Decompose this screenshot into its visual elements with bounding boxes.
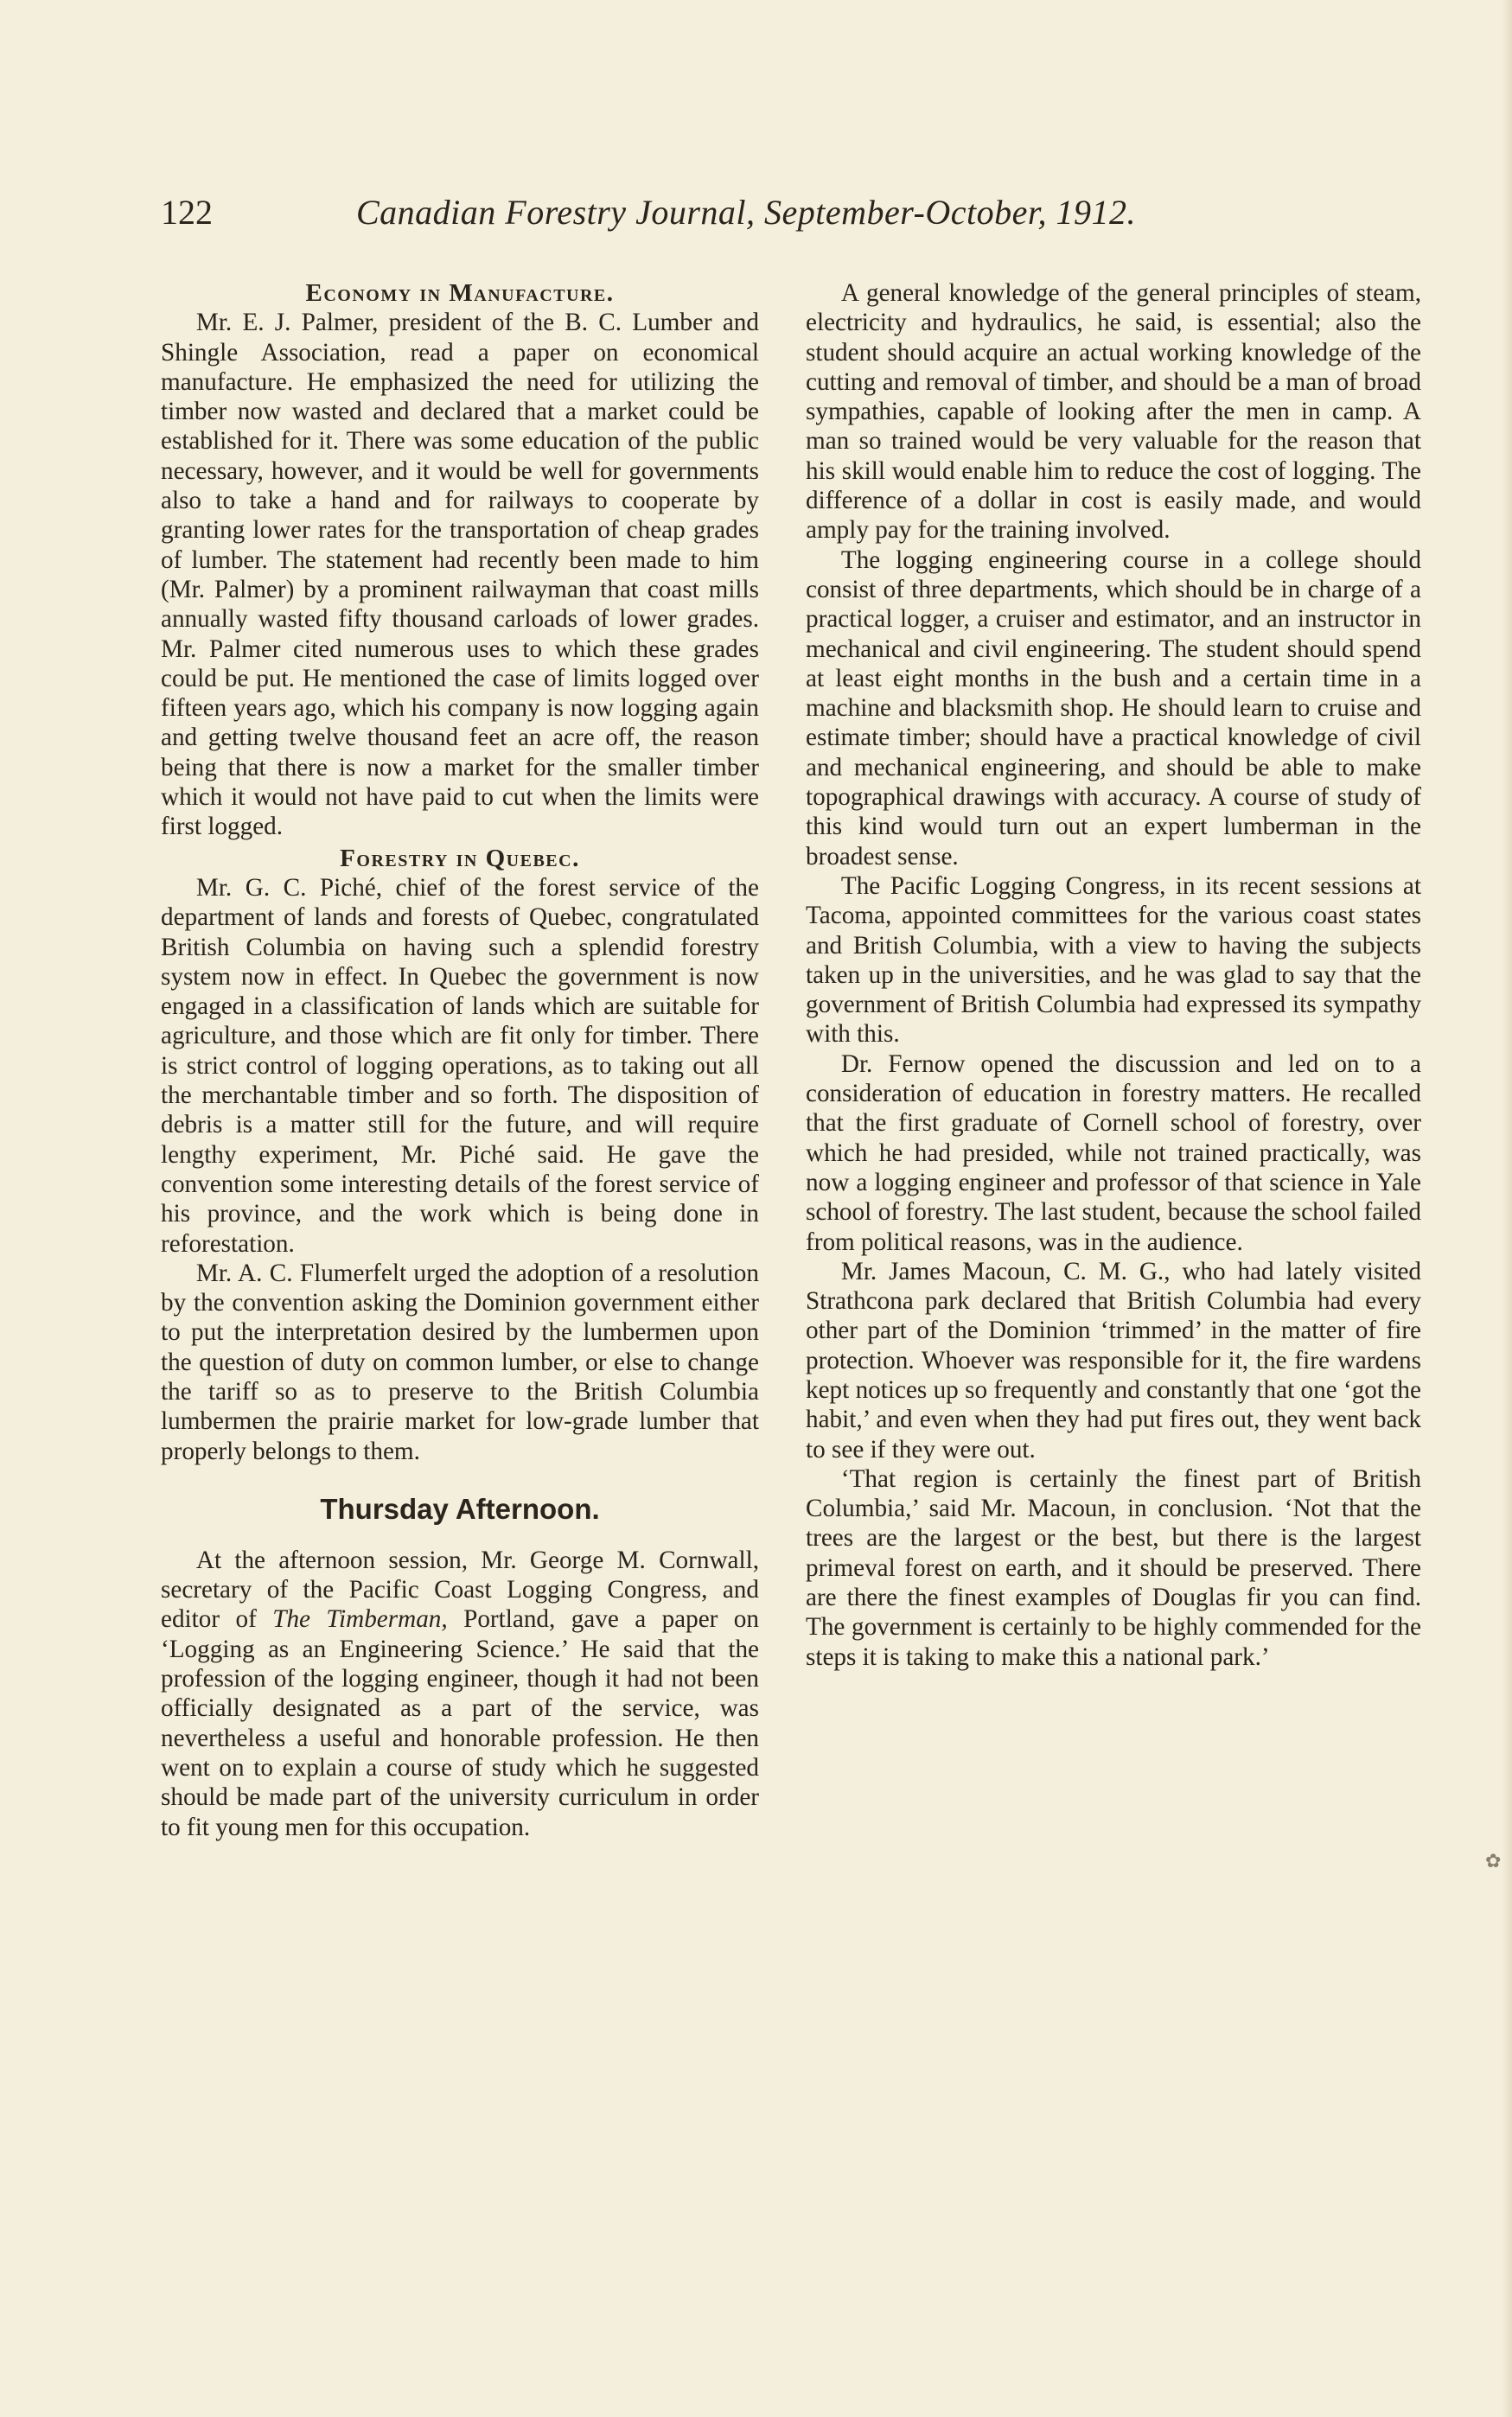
journal-title: Canadian Forestry Journal, September-October, 1912. xyxy=(356,193,1136,232)
paragraph: Mr. James Macoun, C. M. G., who had lately visited Strathcona park declared that British Columbia had every other part of the Dominion ‘trimmed’ in the matter of fire protection. Whoever was responsible for it, the fire wardens kept notices up so frequently and constantly that one ‘got the habit,’ and even when they had put fires out, they went back to see if they were out. xyxy=(806,1257,1421,1464)
section-heading-thursday: Thursday Afternoon. xyxy=(320,1492,600,1525)
page-number: 122 xyxy=(161,193,213,232)
paragraph: Dr. Fernow opened the discussion and led on to a consideration of education in forestry matters. He recalled that the first graduate of Cornell school of forestry, over which he had presided, while not trained practically, was now a logging engineer and professor of that science in Yale school of forestry. The last student, because the school failed from political reasons, was in the audience. xyxy=(806,1049,1421,1256)
paragraph: The Pacific Logging Congress, in its recent sessions at Tacoma, appointed committees for the various coast states and British Columbia, with a view to having the subjects taken up in the universities, and he was glad to say that the government of British Columbia had expressed its sympathy with this. xyxy=(806,871,1421,1049)
paragraph xyxy=(161,1546,759,1842)
paragraph: ‘That region is certainly the finest part of British Columbia,’ said Mr. Macoun, in conclusion. ‘Not that the trees are the largest or the best, but there is the largest primeval forest on earth, and it should be preserved. There are there the finest examples of Douglas fir you can find. The government is certainly to be highly commended for the steps it is taking to make this a national park.’ xyxy=(806,1464,1421,1671)
section-heading-economy: Economy in Manufacture. xyxy=(305,279,615,307)
paragraph-text: Portland, gave a paper on ‘Logging as an Engineering Science.’ He said that the profession of the logging engineer, though it had not been officially designated as a part of the service, was nevertheless a useful and honorable profession. He then went on to explain a course of study which he suggested should be made part of the university curriculum in order to fit young men for this occupation. xyxy=(161,1605,759,1841)
paragraph: A general knowledge of the general principles of steam, electricity and hydraulics, he said, is essential; also the student should acquire an actual working knowledge of the cutting and removal of timber, and should be a man of broad sympathies, capable of looking after the men in camp. A man so trained would be very valuable for the reason that his skill would enable him to reduce the cost of logging. The difference of a dollar in cost is easily made, and would amply pay for the training involved. xyxy=(806,279,1421,545)
page-edge xyxy=(1502,0,1512,2417)
paragraph-text: At the afternoon session, Mr. George M. Cornwall, secretary of the Pacific Coast Logging Congress, and editor of xyxy=(161,1546,759,1634)
publication-title: The Timberman, xyxy=(272,1605,448,1634)
left-column xyxy=(161,278,759,1842)
print-speck: ✿ xyxy=(1485,1850,1502,1872)
paragraph: Mr. G. C. Piché, chief of the forest service of the department of lands and forests of Quebec, congratulated British Columbia on having such a splendid forestry system now in effect. In Quebec the government is now engaged in a classification of lands which are suitable for agriculture, and those which are fit only for timber. There is strict control of logging operations, as to taking out all the merchantable timber and so forth. The disposition of debris is a matter still for the future, and will require lengthy experiment, Mr. Piché said. He gave the convention some interesting details of the forest service of his province, and the work which is being done in reforestation. xyxy=(161,873,759,1258)
paragraph: Mr. E. J. Palmer, president of the B. C. Lumber and Shingle Association, read a paper on economical manufacture. He emphasized the need for utilizing the timber now wasted and declared that a market could be established for it. There was some education of the public necessary, however, and it would be well for governments also to take a hand and for railways to cooperate by granting lower rates for the transportation of cheap grades of lumber. The statement had recently been made to him (Mr. Palmer) by a prominent railwayman that coast mills annually wasted fifty thousand carloads of lower grades. Mr. Palmer cited numerous uses to which these grades could be put. He mentioned the case of limits logged over fifteen years ago, which his company is now logging again and getting twelve thousand feet an acre off, the reason being that there is now a market for the smaller timber which it would not have paid to cut when the limits were first logged. xyxy=(161,309,759,841)
paragraph: Mr. A. C. Flumerfelt urged the adoption of a resolution by the convention asking the Dominion government either to put the interpretation desired by the lumbermen upon the question of duty on common lumber, or else to change the tariff so as to preserve to the British Columbia lumbermen the prairie market for low-grade lumber that properly belongs to them. xyxy=(161,1259,759,1465)
section-heading-quebec: Forestry in Quebec. xyxy=(340,844,580,872)
running-header xyxy=(161,192,1311,252)
paragraph: The logging engineering course in a college should consist of three departments, which should be in charge of a practical logger, a cruiser and estimator, and an instructor in mechanical and civil engineering. The student should spend at least eight months in the bush and a certain time in a machine and blacksmith shop. He should learn to cruise and estimate timber; should have a practical knowledge of civil and mechanical engineering, and should be able to make topographical drawings with accuracy. A course of study of this kind would turn out an expert lumberman in the broadest sense. xyxy=(806,545,1421,871)
right-column xyxy=(806,278,1421,1672)
